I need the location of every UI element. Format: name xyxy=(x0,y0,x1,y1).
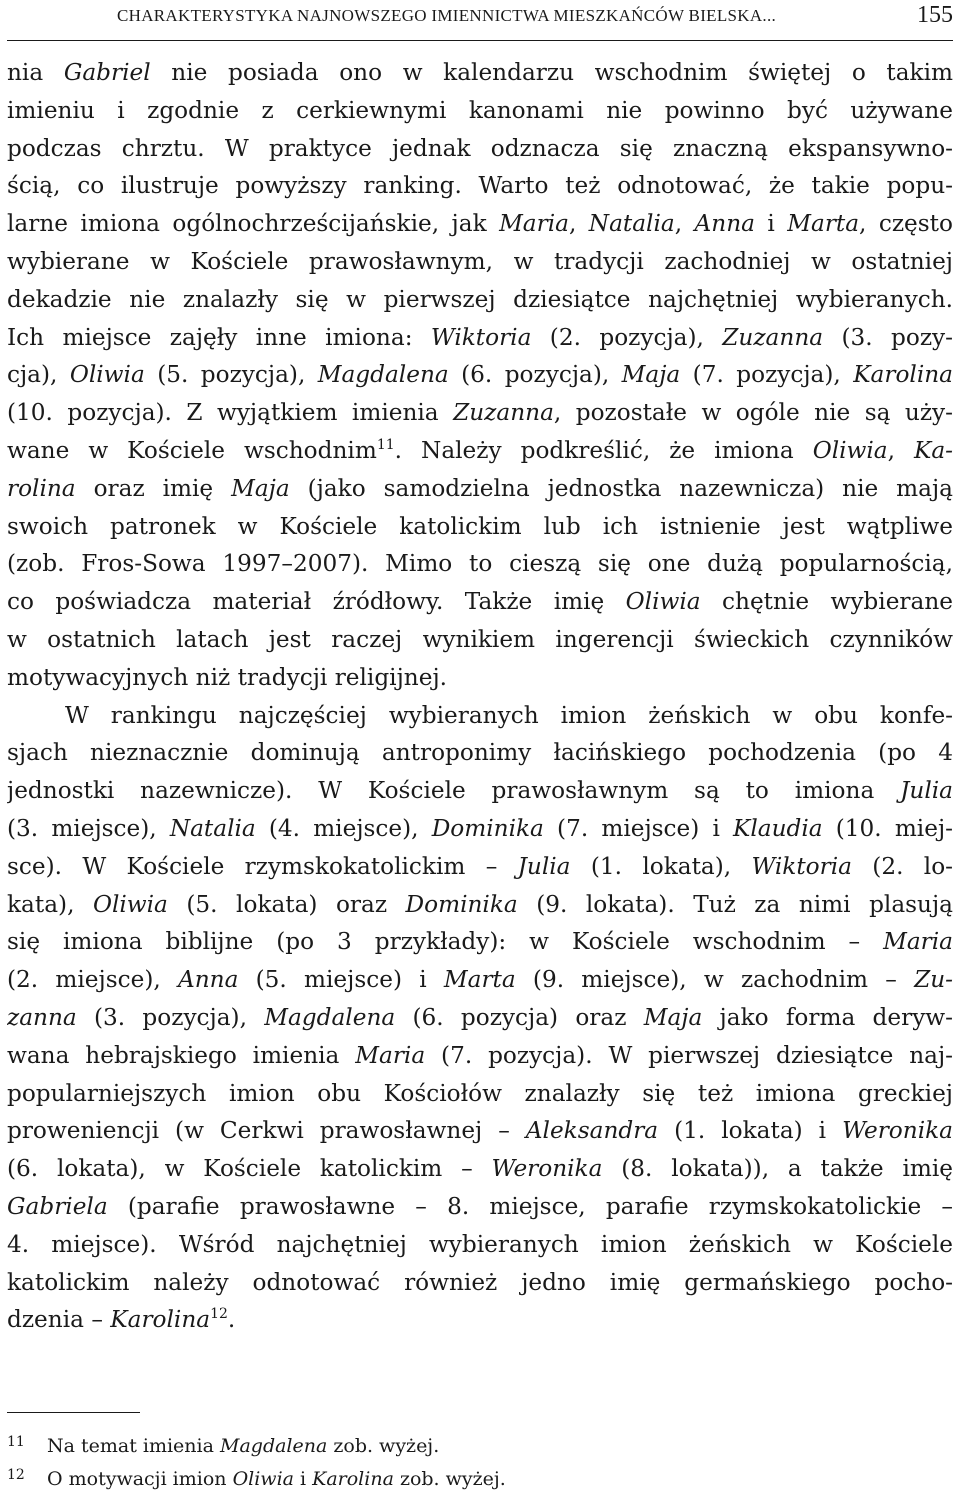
italic-name: Weronika xyxy=(491,1155,603,1183)
text-segment: (1. lokata), xyxy=(570,852,752,880)
italic-name: Anna xyxy=(694,210,755,238)
text-line xyxy=(7,886,953,924)
italic-name: Wiktoria xyxy=(751,852,852,880)
text-segment: (jako samodzielna jednostka nazewnicza) nie mają xyxy=(289,474,953,502)
text-segment: co poświadcza materiał źródłowy. Także imię xyxy=(7,588,626,616)
italic-name: Weronika xyxy=(842,1117,953,1145)
text-line xyxy=(7,697,953,735)
text-segment: (3. pozy- xyxy=(823,323,953,351)
text-segment: dekadzie nie znalazły się w pierwszej dziesiątce najchętniej wybieranych. xyxy=(7,285,953,313)
text-segment: podczas chrztu. W praktyce jednak odznacza się znaczną ekspansywno- xyxy=(7,134,953,162)
text-segment: sjach nieznacznie dominują antroponimy łacińskiego pochodzenia (po 4 xyxy=(7,739,953,767)
italic-name: Gabriel xyxy=(63,59,151,86)
text-segment: motywacyjnych niż tradycji religijnej. xyxy=(7,663,448,691)
text-segment: larne imiona ogólnochrześcijańskie, jak xyxy=(7,210,500,238)
text-line xyxy=(7,923,953,961)
text-segment: (7. pozycja), xyxy=(680,361,854,389)
text-segment: w ostatnich latach jest raczej wynikiem ingerencji świeckich czynników xyxy=(7,625,953,653)
text-line xyxy=(7,394,953,432)
text-segment: (1. lokata) i xyxy=(658,1117,843,1145)
text-segment: i xyxy=(293,1468,313,1490)
text-line xyxy=(7,281,953,319)
text-line xyxy=(7,1112,953,1150)
italic-name: Dominika xyxy=(431,814,544,842)
italic-name: Maja xyxy=(621,361,681,389)
running-header xyxy=(7,0,953,41)
running-title: CHARAKTERYSTYKA NAJNOWSZEGO IMIENNICTWA MIESZKAŃCÓW BIELSKA... xyxy=(117,6,777,25)
text-line xyxy=(7,772,953,810)
italic-name: Maja xyxy=(231,474,290,502)
text-line xyxy=(7,1264,953,1302)
italic-name: Oliwia xyxy=(69,361,145,389)
text-segment: (5. miejsce) i xyxy=(238,966,444,994)
italic-name: Oliwia xyxy=(92,890,168,918)
italic-name: Marta xyxy=(787,210,860,238)
footnote xyxy=(7,1461,953,1494)
text-line xyxy=(7,999,953,1037)
italic-name: Magdalena xyxy=(264,1003,396,1031)
text-segment: zob. wyżej. xyxy=(393,1468,506,1490)
page-number: 155 xyxy=(917,2,953,28)
text-segment: , pozostałe w ogóle nie są uży- xyxy=(553,399,953,427)
text-line xyxy=(7,1037,953,1075)
text-line xyxy=(7,319,953,357)
text-segment: O motywacji imion xyxy=(47,1468,233,1490)
footnote-rule xyxy=(7,1412,140,1413)
italic-name: Aleksandra xyxy=(525,1117,659,1145)
text-segment: nia xyxy=(7,59,64,86)
text-segment: (7. pozycja). W pierwszej dziesiątce naj- xyxy=(425,1041,953,1069)
text-line xyxy=(7,243,953,281)
text-segment: (2. pozycja), xyxy=(531,323,723,351)
italic-name: Zuzanna xyxy=(453,399,554,427)
italic-name: Oliwia xyxy=(625,588,701,616)
text-line xyxy=(7,1150,953,1188)
text-segment: (5. lokata) oraz xyxy=(167,890,406,918)
italic-name: Natalia xyxy=(588,210,675,238)
text-line xyxy=(7,54,953,92)
text-segment: jednostki nazewnicze). W Kościele prawosławnym są to imiona xyxy=(7,777,901,805)
italic-name: Marta xyxy=(443,966,516,994)
text-segment: zob. wyżej. xyxy=(327,1435,440,1457)
italic-name: Ka- xyxy=(914,436,953,464)
text-segment: (8. lokata)), a także imię xyxy=(602,1155,953,1183)
italic-name: Karolina xyxy=(853,361,953,389)
text-line xyxy=(7,205,953,243)
text-segment: wana hebrajskiego imienia xyxy=(7,1041,356,1069)
body-text xyxy=(7,54,953,1339)
text-line xyxy=(7,583,953,621)
text-segment: oraz imię xyxy=(75,474,232,502)
text-segment: popularniejszych imion obu Kościołów znalazły się też imiona greckiej xyxy=(7,1079,953,1107)
footnote-number: 11 xyxy=(7,1434,25,1450)
text-segment: (10. miej- xyxy=(822,814,953,842)
text-segment: Na temat imienia xyxy=(47,1435,220,1457)
text-line xyxy=(7,508,953,546)
text-segment: . Należy podkreślić, że imiona xyxy=(394,436,813,464)
text-segment: (9. miejsce), w zachodnim – xyxy=(515,966,915,994)
italic-name: Wiktoria xyxy=(430,323,532,351)
text-line xyxy=(7,1301,953,1339)
text-segment: (6. pozycja) oraz xyxy=(395,1003,644,1031)
text-line xyxy=(7,734,953,772)
text-segment: swoich patronek w Kościele katolickim lub ich istnienie jest wątpliwe xyxy=(7,512,953,540)
text-segment: (2. lo- xyxy=(851,852,953,880)
text-segment: (7. miejsce) i xyxy=(543,814,734,842)
text-segment: wane w Kościele wschodnim xyxy=(7,436,377,464)
text-segment: cja), xyxy=(7,361,70,389)
text-line xyxy=(7,1188,953,1226)
text-segment: , często xyxy=(859,210,953,238)
text-segment: (2. miejsce), xyxy=(7,966,178,994)
footnote xyxy=(7,1428,953,1461)
text-segment: (5. pozycja), xyxy=(144,361,318,389)
text-line xyxy=(7,356,953,394)
text-segment: (6. lokata), w Kościele katolickim – xyxy=(7,1155,492,1183)
italic-name: Klaudia xyxy=(733,814,823,842)
text-line xyxy=(7,961,953,999)
text-segment: (10. pozycja). Z wyjątkiem imienia xyxy=(7,399,454,427)
italic-name: Oliwia xyxy=(812,436,888,464)
footnote-number: 12 xyxy=(7,1467,25,1483)
text-segment: wybierane w Kościele prawosławnym, w tradycji zachodniej w ostatniej xyxy=(7,247,953,275)
text-line xyxy=(7,810,953,848)
text-segment: i xyxy=(754,210,788,238)
text-segment: 4. miejsce). Wśród najchętniej wybieranych imion żeńskich w Kościele xyxy=(7,1230,953,1258)
italic-name: Maria xyxy=(499,210,569,238)
text-segment: katolickim należy odnotować również jedno imię germańskiego pocho- xyxy=(7,1268,953,1296)
text-segment: jako forma deryw- xyxy=(702,1003,953,1031)
text-segment: , xyxy=(674,210,695,238)
italic-name: Julia xyxy=(900,777,953,805)
text-line xyxy=(7,659,953,697)
text-segment: chętnie wybierane xyxy=(700,588,953,616)
text-segment: (6. pozycja), xyxy=(448,361,622,389)
text-line xyxy=(7,432,953,470)
italic-name: Maria xyxy=(883,928,953,956)
text-segment: . xyxy=(227,1306,236,1334)
text-segment: ścią, co ilustruje powyższy ranking. Warto też odnotować, że takie popu- xyxy=(7,172,953,200)
text-segment: (3. miejsce), xyxy=(7,814,170,842)
italic-name: Magdalena xyxy=(220,1435,328,1457)
text-segment: Ich miejsce zajęły inne imiona: xyxy=(7,323,431,351)
italic-name: zanna xyxy=(7,1003,77,1031)
text-line xyxy=(7,92,953,130)
footnote-reference: 11 xyxy=(376,436,395,453)
italic-name: Julia xyxy=(517,852,571,880)
italic-name: Magdalena xyxy=(317,361,449,389)
italic-name: Dominika xyxy=(405,890,518,918)
italic-name: Maja xyxy=(643,1003,703,1031)
italic-name: Zuzanna xyxy=(722,323,824,351)
italic-name: Maria xyxy=(355,1041,426,1069)
text-line xyxy=(7,848,953,886)
text-segment: (4. miejsce), xyxy=(255,814,432,842)
italic-name: Karolina xyxy=(312,1468,394,1490)
italic-name: rolina xyxy=(7,474,76,502)
italic-name: Zu- xyxy=(914,966,953,994)
italic-name: Anna xyxy=(177,966,239,994)
footnotes xyxy=(7,1428,953,1494)
text-segment: proweniencji (w Cerkwi prawosławnej – xyxy=(7,1117,526,1145)
text-segment: (3. pozycja), xyxy=(76,1003,265,1031)
text-line xyxy=(7,1226,953,1264)
text-segment: W rankingu najczęściej wybieranych imion żeńskich w obu konfe- xyxy=(65,701,953,729)
italic-name: Oliwia xyxy=(232,1468,294,1490)
text-line xyxy=(7,130,953,168)
text-line xyxy=(7,167,953,205)
text-line xyxy=(7,545,953,583)
text-segment: nie posiada ono w kalendarzu wschodnim świętej o takim xyxy=(150,59,953,86)
italic-name: Gabriela xyxy=(7,1192,108,1220)
text-segment: kata), xyxy=(7,890,93,918)
text-segment: (9. lokata). Tuż za nimi plasują xyxy=(517,890,953,918)
text-segment: dzenia – xyxy=(7,1306,111,1334)
text-line xyxy=(7,470,953,508)
text-segment: (parafie prawosławne – 8. miejsce, parafie rzymskokatolickie – xyxy=(107,1192,953,1220)
text-segment: , xyxy=(568,210,589,238)
footnote-reference: 12 xyxy=(210,1306,228,1323)
text-segment: imieniu i zgodnie z cerkiewnymi kanonami nie powinno być używane xyxy=(7,96,953,124)
text-line xyxy=(7,1075,953,1113)
text-segment: , xyxy=(887,436,915,464)
text-segment: się imiona biblijne (po 3 przykłady): w Kościele wschodnim – xyxy=(7,928,884,956)
italic-name: Karolina xyxy=(110,1306,211,1334)
text-line xyxy=(7,621,953,659)
italic-name: Natalia xyxy=(169,814,256,842)
text-segment: (zob. Fros-Sowa 1997–2007). Mimo to cieszą się one dużą popularnością, xyxy=(7,550,953,578)
text-segment: sce). W Kościele rzymskokatolickim – xyxy=(7,852,518,880)
